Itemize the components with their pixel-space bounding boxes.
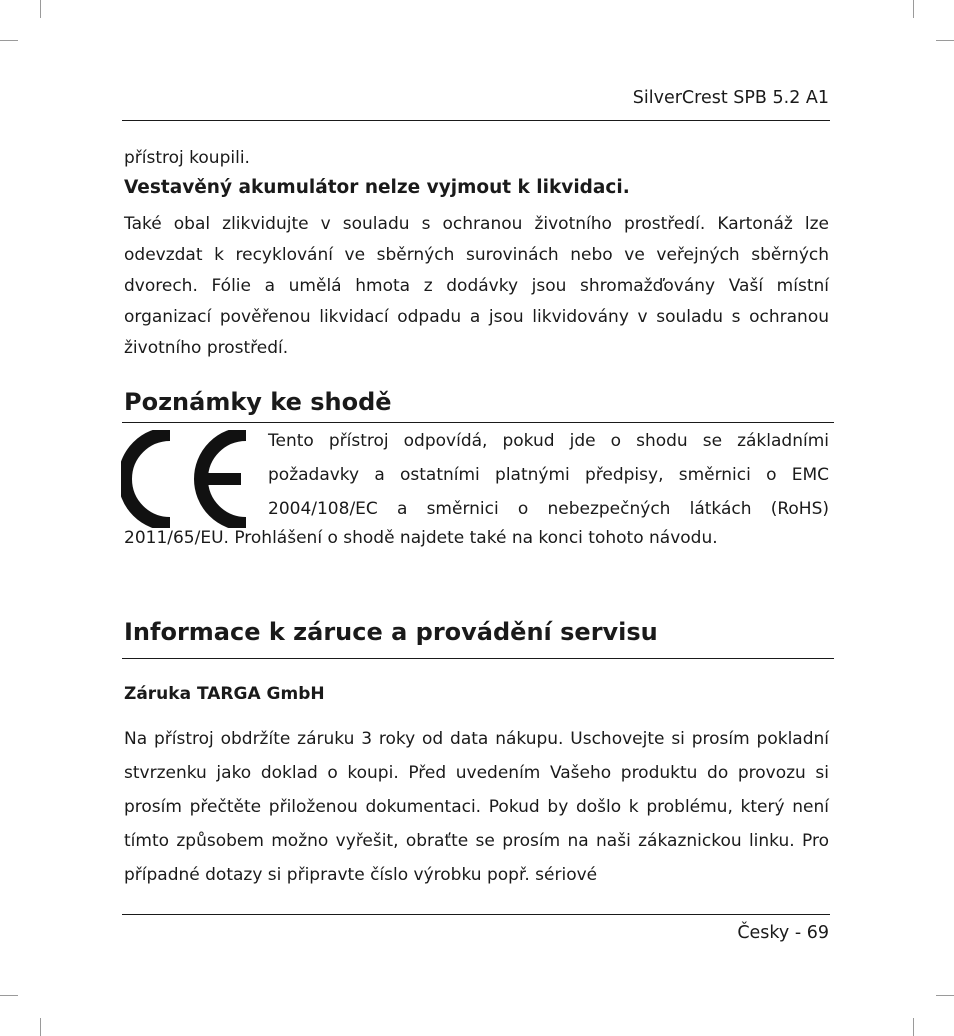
conformity-heading: Poznámky ke shodě (124, 388, 392, 416)
ce-mark-icon (121, 430, 251, 528)
crop-mark (913, 0, 914, 18)
conformity-line: 2004/108/EC a směrnici o nebezpečných látkách (RoHS) (268, 499, 829, 519)
conformity-line: požadavky a ostatními platnými předpisy, směrnici o EMC (268, 465, 829, 485)
warranty-heading: Informace k záruce a provádění servisu (124, 618, 658, 646)
warranty-paragraph: Na přístroj obdržíte záruku 3 roky od data nákupu. Uschovejte si prosím pokladní stvrzenku jako doklad o koupi. Před uvedením Vašeho produktu do provozu si prosím přečtěte přiloženou dokumentaci. Pokud by došlo k problému, který není tímto způsobem možno vyřešit, obraťte se prosím na naši zákaznickou linku. Pro případné dotazy si připravte číslo výrobku popř. sériové (124, 729, 829, 885)
continuation-text: přístroj koupili. (124, 148, 250, 168)
conformity-line: Tento přístroj odpovídá, pokud jde o shodu se základními (268, 431, 829, 451)
crop-mark (936, 40, 954, 41)
battery-notice: Vestavěný akumulátor nelze vyjmout k likvidaci. (124, 177, 630, 198)
page-number: Česky - 69 (737, 923, 829, 943)
crop-mark (913, 1018, 914, 1036)
packaging-paragraph: Také obal zlikvidujte v souladu s ochranou životního prostředí. Kartonáž lze odevzdat k recyklování ve sběrných surovinách nebo ve veřejných sběrných dvorech. Fólie a umělá hmota z dodávky jsou shromažďovány Vaší místní organizací pověřenou likvidací odpadu a jsou likvidovány v souladu s ochranou životního prostředí. (124, 214, 829, 358)
crop-mark (936, 995, 954, 996)
warranty-subheading: Záruka TARGA GmbH (124, 684, 325, 704)
header-rule (122, 120, 830, 121)
conformity-text (268, 424, 829, 526)
running-header: SilverCrest SPB 5.2 A1 (632, 88, 829, 108)
crop-mark (0, 40, 18, 41)
conformity-rule (122, 422, 834, 423)
crop-mark (0, 995, 18, 996)
crop-mark (40, 0, 41, 18)
footer-rule (122, 914, 830, 915)
warranty-rule (122, 658, 834, 659)
crop-mark (40, 1018, 41, 1036)
conformity-tail: 2011/65/EU. Prohlášení o shodě najdete také na konci tohoto návodu. (124, 528, 718, 548)
